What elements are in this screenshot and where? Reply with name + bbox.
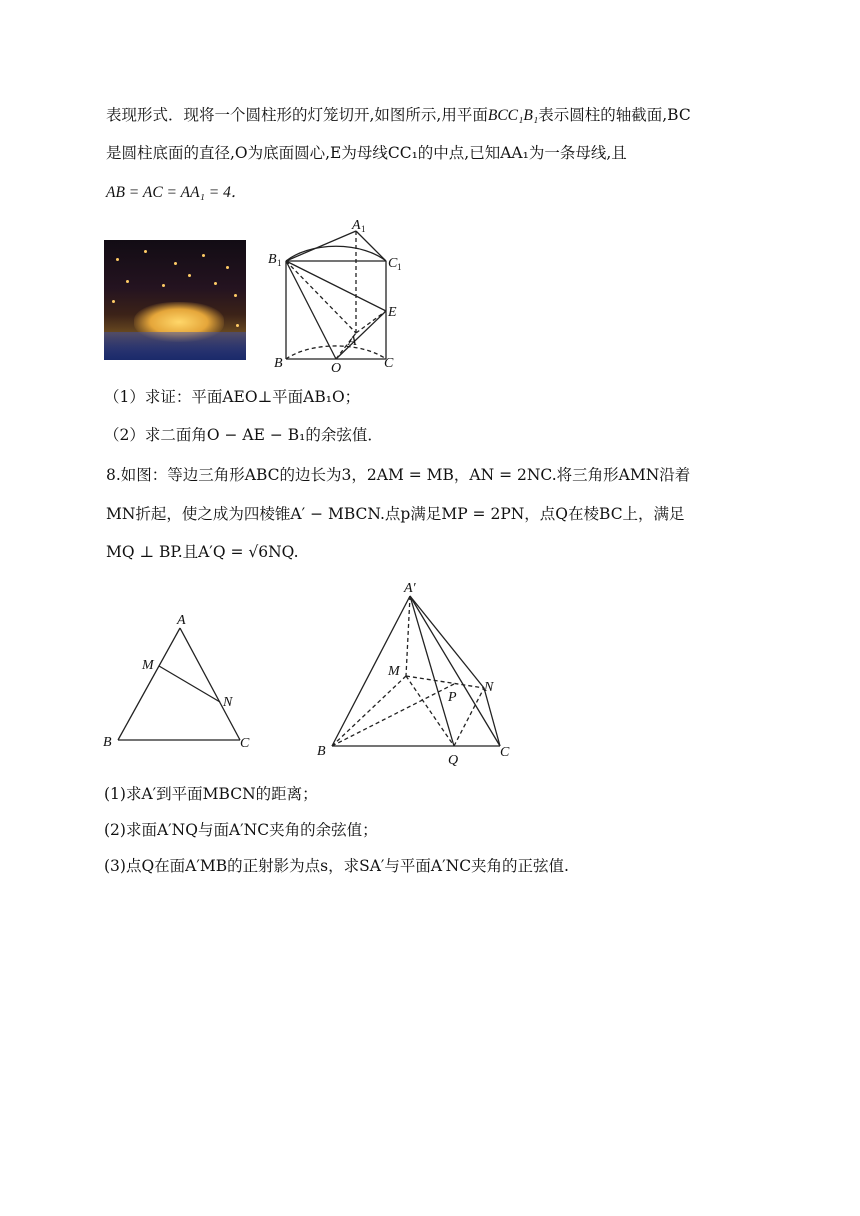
text-line-1: 表现形式．现将一个圆柱形的灯笼切开,如图所示,用平面BCC₁B₁表示圆柱的轴截面,BC <box>106 106 691 124</box>
p8-line-3: MQ ⊥ BP.且A′Q = √6NQ. <box>106 543 299 561</box>
svg-text:1: 1 <box>397 262 402 272</box>
p8-line-1: 8.如图：等边三角形ABC的边长为3，2AM = MB，AN = 2NC.将三角形AMN沿着 <box>106 466 691 484</box>
label-Q: Q <box>448 753 459 768</box>
label-A: A <box>177 613 186 628</box>
label-O: O <box>331 361 342 375</box>
triangle-figure <box>100 610 270 760</box>
label-A1: A <box>352 218 361 233</box>
lantern-photo <box>104 240 246 360</box>
label-M: M <box>142 658 154 673</box>
label-B1: B <box>268 252 277 267</box>
sub-question-3: (3)点Q在面A′MB的正射影为点s，求SA′与平面A′NC夹角的正弦值. <box>104 857 569 875</box>
label-C: C <box>240 736 250 751</box>
label-M: M <box>388 664 400 679</box>
question-1: （1）求证：平面AEO⊥平面AB₁O； <box>104 388 361 406</box>
label-P: P <box>448 690 457 705</box>
sub-question-2: (2)求面A′NQ与面A′NC夹角的余弦值； <box>104 821 378 839</box>
pyramid-figure <box>314 578 524 768</box>
svg-text:1: 1 <box>277 258 282 268</box>
sub-question-1: (1)求A′到平面MBCN的距离； <box>104 785 318 803</box>
text-line-2: 是圆柱底面的直径,O为底面圆心,E为母线CC₁的中点,已知AA₁为一条母线,且 <box>106 144 627 162</box>
label-B: B <box>317 744 326 759</box>
cylinder-figure <box>262 215 412 375</box>
label-E: E <box>388 305 397 320</box>
question-2: （2）求二面角O − AE − B₁的余弦值． <box>104 426 383 444</box>
label-A-prime: A′ <box>404 581 416 596</box>
label-N: N <box>223 695 233 710</box>
equation-line: AB = AC = AA₁ = 4． <box>106 184 247 201</box>
label-C: C <box>384 356 394 371</box>
p8-line-2: MN折起，使之成为四棱锥A′ − MBCN.点p满足MP = 2PN，点Q在棱BC上，满足 <box>106 505 685 523</box>
plane-label: BCC₁B₁ <box>487 107 539 124</box>
label-B: B <box>103 735 112 750</box>
label-A: A <box>348 334 357 349</box>
label-B: B <box>274 356 283 371</box>
label-C1: C <box>388 256 398 271</box>
svg-text:1: 1 <box>361 224 366 234</box>
label-C: C <box>500 745 510 760</box>
label-N: N <box>484 680 494 695</box>
